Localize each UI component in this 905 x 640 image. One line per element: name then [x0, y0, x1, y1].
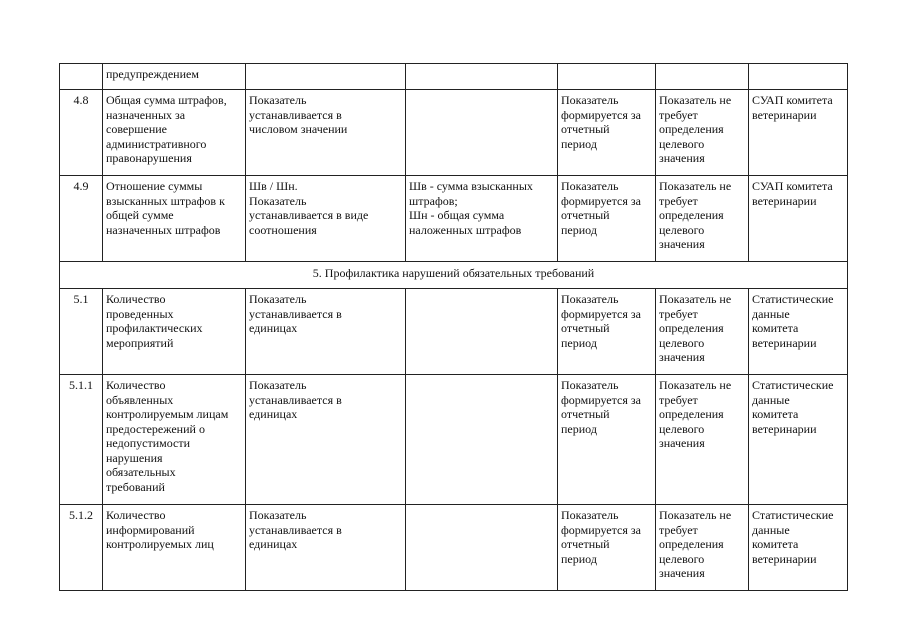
reporting-period: Показатель формируется за отчетный период	[558, 289, 656, 375]
target-value: Показатель не требует определения целевого значения	[656, 289, 749, 375]
reporting-period: Показатель формируется за отчетный период	[558, 176, 656, 262]
row-number: 5.1.2	[60, 505, 103, 591]
formula-variables	[406, 289, 558, 375]
indicator-table	[59, 63, 848, 591]
data-source: Статистические данные комитета ветеринарии	[749, 289, 848, 375]
data-source: СУАП комитета ветеринарии	[749, 90, 848, 176]
data-source: Статистические данные комитета ветеринарии	[749, 375, 848, 505]
indicator-formula: Показатель устанавливается в единицах	[246, 375, 406, 505]
section-row	[60, 262, 848, 289]
data-source: Статистические данные комитета ветеринарии	[749, 505, 848, 591]
target-value: Показатель не требует определения целевого значения	[656, 505, 749, 591]
row-number: 5.1.1	[60, 375, 103, 505]
table-row	[60, 375, 848, 505]
formula-variables	[406, 375, 558, 505]
target-value: Показатель не требует определения целевого значения	[656, 90, 749, 176]
formula-variables	[406, 90, 558, 176]
indicator-formula: Показатель устанавливается в единицах	[246, 505, 406, 591]
data-source	[749, 64, 848, 90]
indicator-formula: Показатель устанавливается в числовом значении	[246, 90, 406, 176]
reporting-period: Показатель формируется за отчетный период	[558, 505, 656, 591]
reporting-period	[558, 64, 656, 90]
formula-variables	[406, 64, 558, 90]
indicator-name: предупреждением	[103, 64, 246, 90]
indicator-name: Общая сумма штрафов, назначенных за совершение административного правонарушения	[103, 90, 246, 176]
data-source: СУАП комитета ветеринарии	[749, 176, 848, 262]
indicator-name: Количество объявленных контролируемым лицам предостережений о недопустимости нарушения обязательных требований	[103, 375, 246, 505]
formula-variables: Шв - сумма взысканных штрафов; Шн - общая сумма наложенных штрафов	[406, 176, 558, 262]
reporting-period: Показатель формируется за отчетный период	[558, 90, 656, 176]
indicator-name: Количество информирований контролируемых лиц	[103, 505, 246, 591]
indicator-formula: Шв / Шн. Показатель устанавливается в виде соотношения	[246, 176, 406, 262]
table-row	[60, 64, 848, 90]
reporting-period: Показатель формируется за отчетный период	[558, 375, 656, 505]
row-number: 4.8	[60, 90, 103, 176]
table-row	[60, 90, 848, 176]
section-heading: 5. Профилактика нарушений обязательных требований	[60, 262, 848, 289]
row-number	[60, 64, 103, 90]
row-number: 5.1	[60, 289, 103, 375]
table-row	[60, 176, 848, 262]
indicator-name: Количество проведенных профилактических мероприятий	[103, 289, 246, 375]
formula-variables	[406, 505, 558, 591]
table-row	[60, 505, 848, 591]
target-value	[656, 64, 749, 90]
indicator-formula	[246, 64, 406, 90]
indicator-formula: Показатель устанавливается в единицах	[246, 289, 406, 375]
table-row	[60, 289, 848, 375]
target-value: Показатель не требует определения целевого значения	[656, 375, 749, 505]
indicator-name: Отношение суммы взысканных штрафов к общей сумме назначенных штрафов	[103, 176, 246, 262]
row-number: 4.9	[60, 176, 103, 262]
target-value: Показатель не требует определения целевого значения	[656, 176, 749, 262]
